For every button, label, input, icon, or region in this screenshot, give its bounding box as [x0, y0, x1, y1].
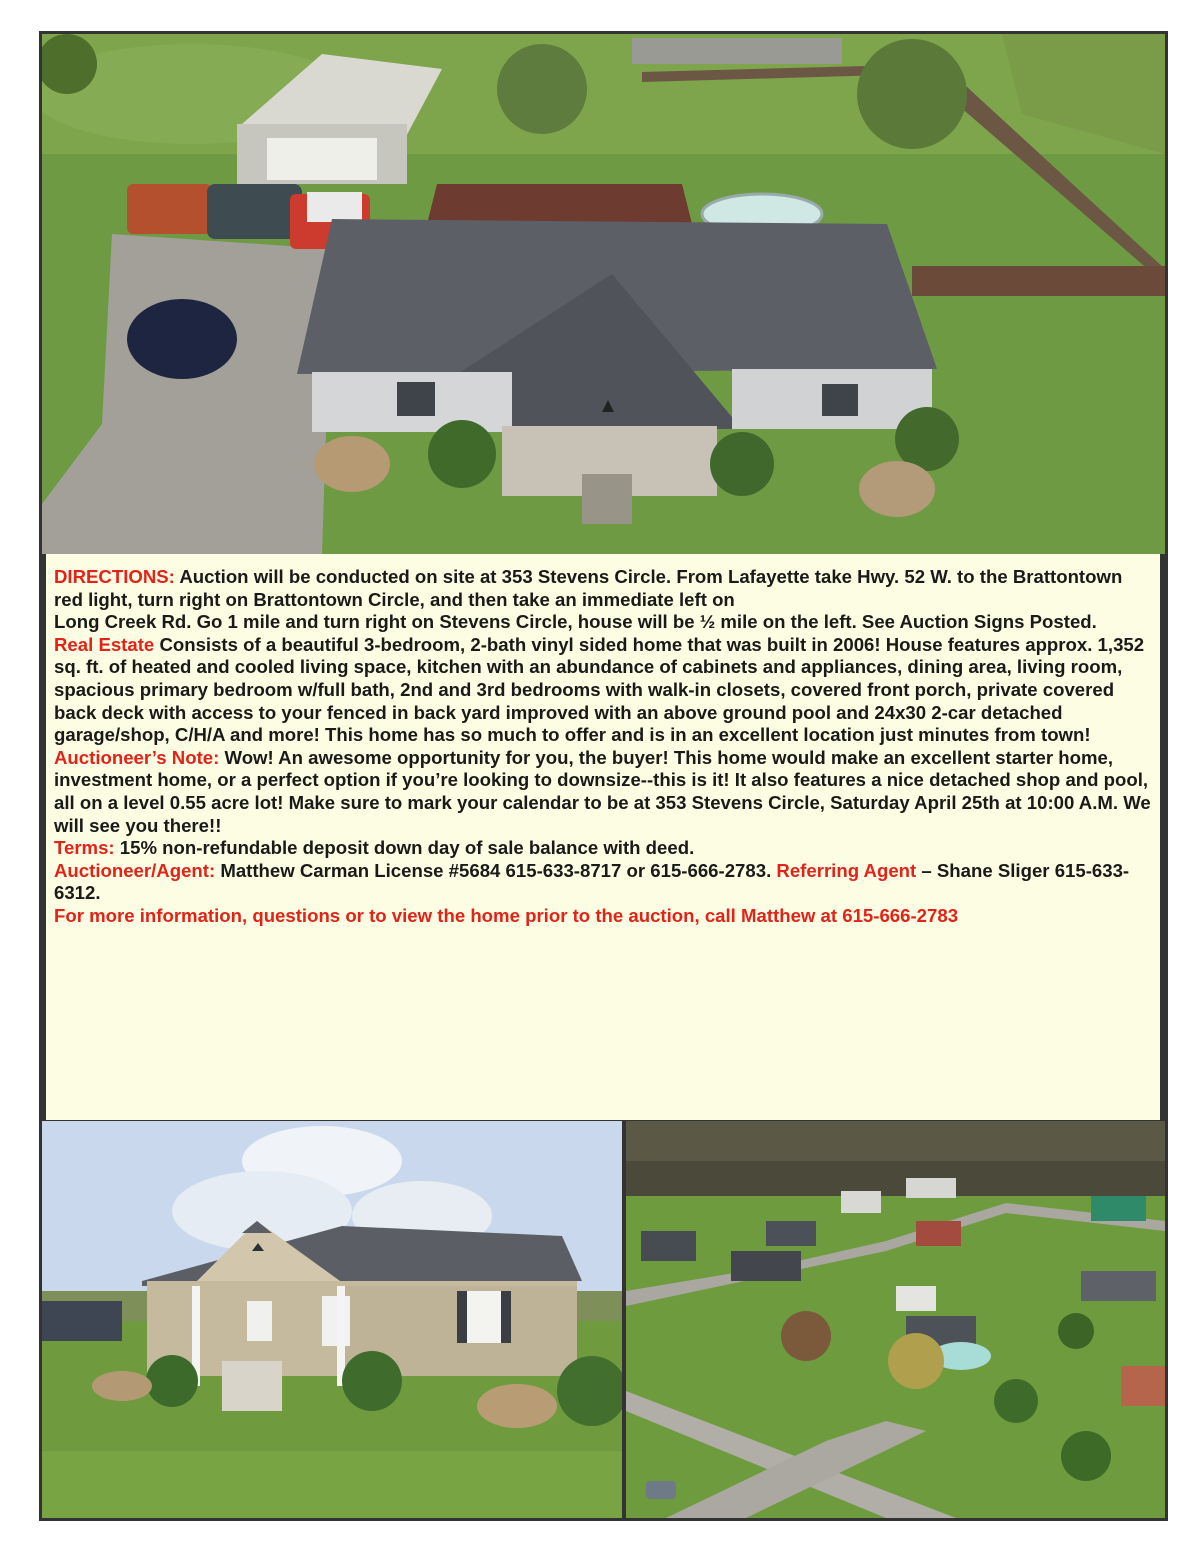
flyer-frame — [39, 31, 1168, 1521]
auctioneer-note-text: Wow! An awesome opportunity for you, the buyer! This home would make an excellent starter home, investment home, or a perfect option if you’re looking to downsize--this is it! It also features a nice detached shop and pool, all on a level 0.55 acre lot! Make sure to mark your calendar to be at 353 Stevens Circle, Saturday April 25th at 10:00 A.M. We will see you there!! — [54, 746, 1151, 836]
real-estate-label: Real Estate — [54, 633, 155, 655]
more-info-text: For more information, questions or to view the home prior to the auction, call Matthew at 615-666-2783 — [54, 904, 959, 926]
house-front-photo — [42, 1121, 622, 1518]
auction-details — [46, 554, 1160, 1120]
agent-text: Matthew Carman License #5684 615-633-8717 or 615-666-2783. — [220, 859, 772, 881]
auctioneer-note-label: Auctioneer’s Note: — [54, 746, 220, 768]
directions-text-1: Auction will be conducted on site at 353 Stevens Circle. From Lafayette take Hwy. 52 W. to the Brattontown red light, turn right on Brattontown Circle, and then take an immediate left on — [54, 566, 1123, 610]
terms-paragraph — [54, 837, 1152, 860]
neighborhood-aerial-photo — [626, 1121, 1165, 1518]
directions-paragraph — [54, 566, 1152, 634]
auctioneer-note-paragraph — [54, 747, 1152, 837]
real-estate-paragraph — [54, 634, 1152, 747]
directions-label: DIRECTIONS: — [54, 566, 175, 587]
terms-text: 15% non-refundable deposit down day of sale balance with deed. — [119, 837, 695, 859]
top-aerial-photo — [42, 34, 1165, 554]
directions-text-2: Long Creek Rd. Go 1 mile and turn right on Stevens Circle, house will be ½ mile on the left. See Auction Signs Posted. — [54, 611, 1097, 633]
referring-agent-label: Referring Agent — [776, 859, 917, 881]
real-estate-text: Consists of a beautiful 3-bedroom, 2-bath vinyl sided home that was built in 2006! House features approx. 1,352 sq. ft. of heated and cooled living space, kitchen with an abundance of cabinets and appliances, dining area, living room, spacious primary bedroom w/full bath, 2nd and 3rd bedrooms with walk-in closets, covered front porch, private covered back deck with access to your fenced in back yard improved with an above ground pool and 24x30 2-car detached garage/shop, C/H/A and more! This home has so much to offer and is in an excellent location just minutes from town! — [54, 633, 1145, 746]
agent-paragraph — [54, 860, 1152, 905]
referring-agent-text: – Shane Sliger 615-633-6312. — [54, 859, 1130, 904]
agent-label: Auctioneer/Agent: — [54, 859, 216, 881]
terms-label: Terms: — [54, 837, 115, 859]
